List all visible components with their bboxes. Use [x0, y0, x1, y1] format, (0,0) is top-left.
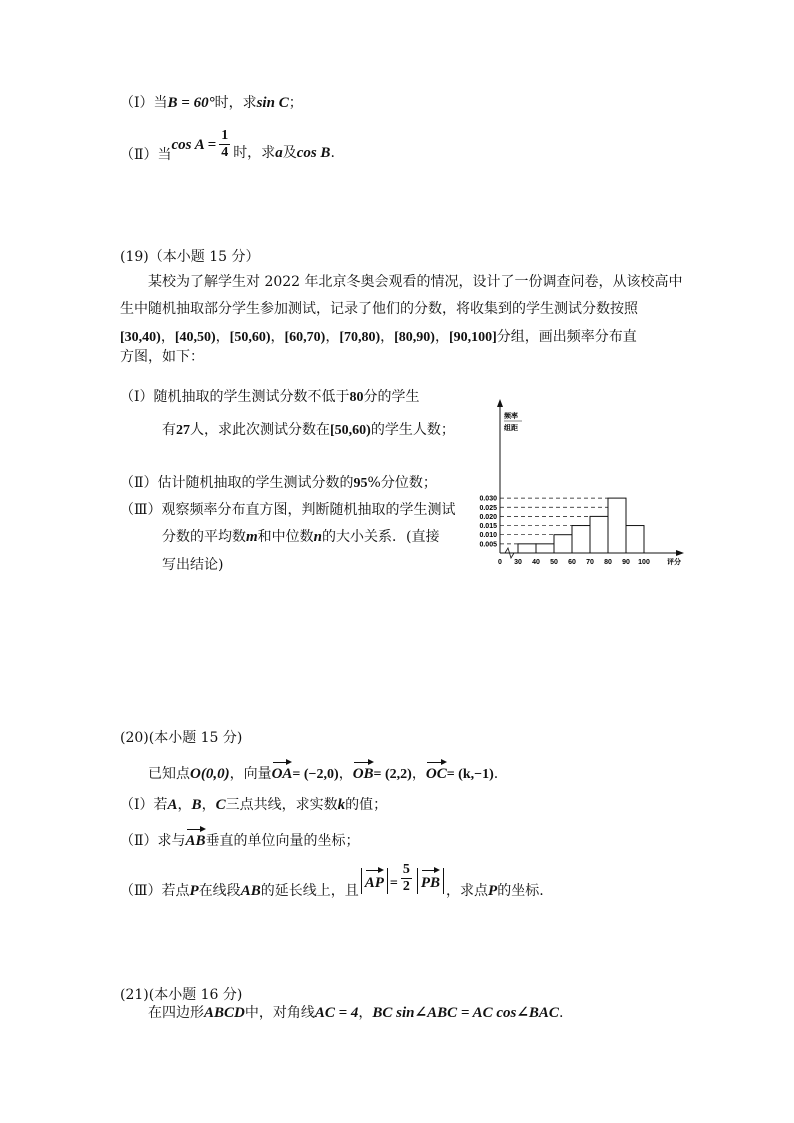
q18-frac-den: 4 — [221, 145, 229, 160]
q20-p2-a: （Ⅱ）求与 — [120, 833, 186, 849]
histogram-bar — [554, 535, 572, 553]
vector-oc: OC — [426, 760, 447, 784]
q21-abcd: ABCD — [204, 1005, 245, 1021]
x-tick-label: 60 — [568, 559, 576, 566]
sep: ， — [270, 329, 285, 345]
q19-p1-m: 27 — [176, 423, 190, 438]
q18-part1-label: （Ⅰ）当 — [120, 95, 168, 111]
q20-intro — [148, 760, 498, 785]
y-axis-label-bottom: 组距 — [504, 425, 518, 432]
q18-part1-end: ； — [288, 95, 303, 111]
q18-part2-label: （Ⅱ）当 — [120, 146, 172, 163]
q19-p3-c: 和中位数 — [257, 529, 314, 545]
x-tick-label: 40 — [532, 559, 540, 566]
q20-intro-a: 已知点 — [148, 766, 190, 782]
histogram-bar — [518, 544, 536, 553]
q21-a: 在四边形 — [148, 1005, 204, 1021]
sep: ， — [434, 329, 449, 345]
q18-part2-cos-a: cos A = — [171, 136, 217, 153]
x-tick-label: 100 — [638, 559, 650, 566]
q20-part1 — [120, 795, 387, 815]
q20-p3-c: 的延长线上，且 — [260, 882, 359, 899]
q20-fraction — [401, 862, 412, 895]
abs-pb — [417, 868, 444, 894]
q19-p1-e: 的学生人数； — [370, 422, 455, 438]
histogram-bar — [590, 516, 608, 553]
q19-p1-int: [50,60) — [330, 423, 371, 438]
x-tick-label: 70 — [586, 559, 594, 566]
sep: ， — [380, 329, 395, 345]
q19-p1-a: （Ⅰ）随机抽取的学生测试分数不低于 — [120, 389, 350, 405]
vector-oa: OA — [272, 760, 293, 784]
q18-part1-target: sin C — [256, 95, 289, 111]
q19-p1-d: 人，求此次测试分数在 — [190, 422, 330, 438]
interval-50-60: [50,60) — [229, 330, 271, 345]
x-tick-label: 30 — [514, 559, 522, 566]
q19-intro4: 方图，如下： — [120, 349, 204, 365]
vector-ab: AB — [186, 827, 206, 851]
q19-p3-b: 分数的平均数 — [162, 529, 246, 545]
y-tick-label: 0.005 — [479, 541, 497, 549]
q18-part2 — [120, 128, 335, 161]
q20-equals: = — [389, 875, 398, 891]
x-tick-label: 90 — [622, 559, 630, 566]
y-tick-label: 0.015 — [479, 523, 497, 531]
q20-p3-e: 的坐标. — [497, 882, 544, 899]
q20-part3 — [120, 862, 544, 899]
x-tick-label: 80 — [604, 559, 612, 566]
q19-p1-n: 80 — [349, 390, 364, 405]
q20-p1-c: 的值； — [345, 797, 388, 813]
vector-oc-value: = (k,−1) — [446, 767, 494, 782]
q18-part1-mid: 时，求 — [214, 95, 257, 111]
y-axis-arrow — [497, 399, 503, 407]
q20-p1-b: 三点共线，求实数 — [225, 797, 338, 813]
x-tick-label: 50 — [550, 559, 558, 566]
y-axis-label-top: 频率 — [504, 413, 518, 420]
q18-part2-cos-b: cos B — [296, 144, 331, 161]
q19-p2-n: 95 — [353, 476, 368, 491]
q20-segment-ab: AB — [240, 882, 261, 899]
q18-part2-fraction — [219, 128, 230, 161]
q20-p2-b: 垂直的单位向量的坐标； — [205, 833, 360, 849]
vector-oa-value: = (−2,0) — [292, 767, 339, 782]
q18-part2-mid: 时，求 — [233, 144, 276, 161]
q20-part2 — [120, 827, 360, 851]
x-axis-label: 评分 — [667, 559, 681, 566]
q18-part2-end: . — [330, 144, 335, 161]
q19-part1-line1 — [120, 387, 420, 408]
q19-p2-b: %分位数； — [367, 475, 437, 491]
q18-frac-num: 1 — [221, 128, 229, 143]
interval-40-50: [40,50) — [174, 330, 216, 345]
comma: ， — [177, 797, 192, 813]
interval-60-70: [60,70) — [284, 330, 326, 345]
q20-point-o: O(0,0) — [190, 766, 230, 782]
interval-90-100: [90,100] — [448, 330, 497, 345]
q20-p3-a: （Ⅲ）若点 — [120, 882, 190, 899]
y-tick-label: 0.010 — [479, 532, 497, 540]
q21-equation: BC sin∠ABC = AC cos∠BAC — [372, 1005, 559, 1021]
q19-part3-line2 — [162, 527, 439, 547]
y-tick-label: 0.020 — [479, 513, 497, 521]
q20-p3-b: 在线段 — [198, 882, 241, 899]
q21-end: . — [558, 1005, 564, 1021]
q19-p1-b: 分的学生 — [363, 389, 420, 405]
q18-part2-and: 及 — [282, 144, 297, 161]
q20-point-p-2: P — [488, 882, 498, 899]
q20-point-p: P — [189, 882, 199, 899]
sep: ， — [325, 329, 340, 345]
vector-ob: OB — [353, 760, 374, 784]
q18-part1 — [120, 93, 303, 113]
q20-p1-a: （Ⅰ）若 — [120, 797, 168, 813]
x-tick-label: 0 — [498, 559, 502, 566]
q19-part3-line1: （Ⅲ）观察频率分布直方图，判断随机抽取的学生测试 — [120, 502, 456, 518]
comma: ， — [201, 797, 216, 813]
q20-header: (20)(本小题 15 分) — [120, 730, 243, 746]
frequency-histogram — [470, 395, 700, 580]
q19-p2-a: （Ⅱ）估计随机抽取的学生测试分数的 — [120, 475, 354, 491]
q18-part1-cond: B = 60° — [167, 95, 215, 111]
q19-intro2: 生中随机抽取部分学生参加测试，记录了他们的分数，将收集到的学生测试分数按照 — [120, 301, 638, 317]
q21-c: ， — [358, 1005, 373, 1021]
interval-70-80: [70,80) — [339, 330, 381, 345]
q21-b: 中，对角线 — [244, 1005, 315, 1021]
vector-pb: PB — [421, 868, 440, 894]
q19-part3-line3: 写出结论) — [162, 557, 224, 573]
sep: ， — [160, 329, 175, 345]
comma: ， — [338, 766, 353, 782]
q20-frac-den: 2 — [402, 879, 410, 894]
interval-80-90: [80,90) — [394, 330, 435, 345]
comma: ， — [411, 766, 426, 782]
q20-point-b: B — [191, 797, 202, 813]
q21-intro — [148, 1003, 563, 1023]
q19-header: (19)（本小题 15 分） — [120, 249, 260, 265]
sep: ， — [215, 329, 230, 345]
q20-point-a: A — [167, 797, 178, 813]
q20-intro-b: ，向量 — [229, 766, 272, 782]
period: . — [493, 766, 499, 782]
x-axis-arrow — [676, 550, 684, 556]
histogram-bar — [608, 498, 626, 553]
vector-ap: AP — [365, 868, 384, 894]
q19-p3-d: 的大小关系．(直接 — [322, 529, 440, 545]
q20-k: k — [337, 797, 346, 813]
vector-ob-value: = (2,2) — [373, 767, 412, 782]
q19-intro1: 某校为了解学生对 2022 年北京冬奥会观看的情况，设计了一份调查问卷，从该校高中 — [148, 274, 683, 290]
q19-intro3-end: 分组，画出频率分布直 — [496, 329, 637, 345]
y-tick-label: 0.030 — [479, 495, 497, 503]
q19-intro3 — [120, 327, 637, 348]
y-tick-label: 0.025 — [479, 504, 497, 512]
q20-p3-d: ，求点 — [446, 882, 489, 899]
abs-ap — [361, 868, 388, 894]
q19-part1-line2 — [162, 420, 455, 441]
histogram-bar — [572, 526, 590, 553]
q19-p3-m: m — [246, 529, 258, 545]
q19-p1-c: 有 — [162, 422, 176, 438]
histogram-bar — [536, 544, 554, 553]
q18-part2-a: a — [275, 144, 283, 161]
histogram-bar — [626, 526, 644, 553]
q21-ac: AC = 4 — [314, 1005, 359, 1021]
q21-header: (21)(本小题 16 分) — [120, 987, 243, 1003]
q20-point-c: C — [215, 797, 226, 813]
q19-part2 — [120, 473, 437, 494]
interval-30-40: [30,40) — [120, 330, 161, 345]
q20-frac-num: 5 — [402, 862, 410, 877]
q19-p3-n: n — [313, 529, 323, 545]
